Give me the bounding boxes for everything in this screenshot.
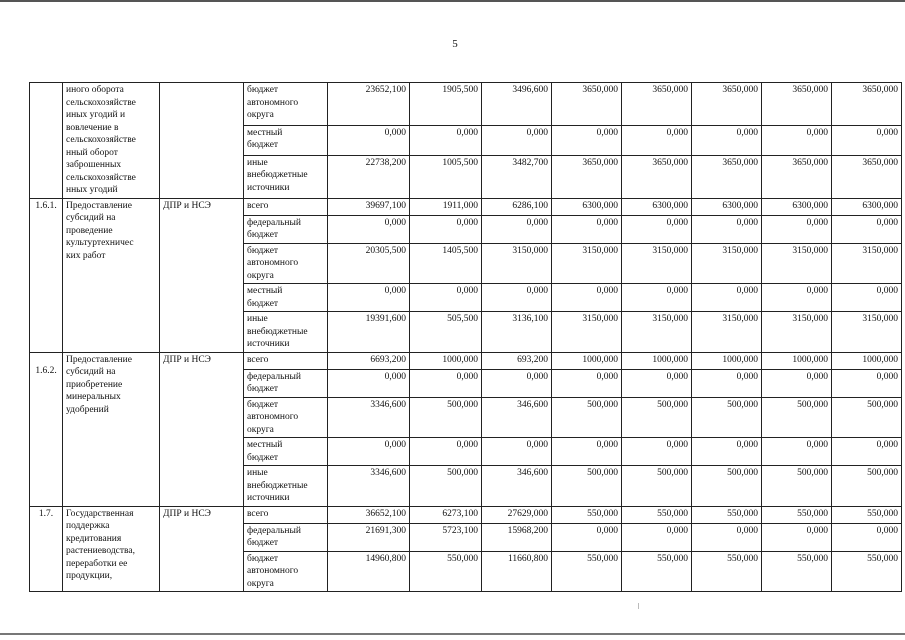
year-amount-cell: 3150,000 [692,312,762,353]
year-amount-cell: 0,000 [552,284,622,312]
year-amount-cell: 1000,000 [762,352,832,369]
table-row [30,198,902,215]
funding-source-cell: бюджет автономного округа [244,551,328,592]
funding-source-cell: бюджет автономного округа [244,83,328,126]
year-amount-cell: 6300,000 [552,198,622,215]
year-amount-cell: 0,000 [692,438,762,466]
executor-cell: ДПР и НСЭ [160,506,244,592]
year-amount-cell: 3650,000 [622,83,692,126]
year-amount-cell: 0,000 [832,438,902,466]
year-amount-cell: 0,000 [692,523,762,551]
year-amount-cell: 0,000 [762,523,832,551]
year-amount-cell: 0,000 [832,284,902,312]
funding-source-cell: иные внебюджетные источники [244,312,328,353]
year-amount-cell: 500,000 [552,466,622,507]
year-amount-cell: 0,000 [410,215,482,243]
year-amount-cell: 550,000 [692,551,762,592]
total-amount-cell: 21691,300 [328,523,410,551]
total-amount-cell: 0,000 [328,438,410,466]
year-amount-cell: 0,000 [410,284,482,312]
year-amount-cell: 0,000 [622,438,692,466]
total-amount-cell: 39697,100 [328,198,410,215]
year-amount-cell: 0,000 [832,215,902,243]
total-amount-cell: 14960,800 [328,551,410,592]
year-amount-cell: 500,000 [762,397,832,438]
year-amount-cell: 1905,500 [410,83,482,126]
year-amount-cell: 0,000 [762,284,832,312]
year-amount-cell: 500,000 [692,466,762,507]
item-code-cell [30,83,63,199]
year-amount-cell: 3150,000 [552,312,622,353]
year-amount-cell: 0,000 [622,125,692,155]
year-amount-cell: 0,000 [482,284,552,312]
year-amount-cell: 0,000 [832,369,902,397]
year-amount-cell: 0,000 [762,215,832,243]
executor-cell: ДПР и НСЭ [160,352,244,506]
year-amount-cell: 3150,000 [762,312,832,353]
year-amount-cell: 0,000 [692,284,762,312]
table-row [30,352,902,369]
year-amount-cell: 3650,000 [832,83,902,126]
table-row [30,506,902,523]
activity-name-cell: Государственная поддержка кредитования растениеводства, переработки ее продукции, [63,506,160,592]
funding-source-cell: федеральный бюджет [244,369,328,397]
year-amount-cell: 6273,100 [410,506,482,523]
year-amount-cell: 3150,000 [552,243,622,284]
year-amount-cell: 6300,000 [692,198,762,215]
year-amount-cell: 0,000 [832,523,902,551]
year-amount-cell: 27629,000 [482,506,552,523]
year-amount-cell: 3150,000 [622,243,692,284]
year-amount-cell: 505,500 [410,312,482,353]
funding-source-cell: местный бюджет [244,125,328,155]
year-amount-cell: 500,000 [762,466,832,507]
year-amount-cell: 550,000 [552,551,622,592]
year-amount-cell: 0,000 [410,369,482,397]
year-amount-cell: 3496,600 [482,83,552,126]
year-amount-cell: 550,000 [832,506,902,523]
year-amount-cell: 3650,000 [692,155,762,198]
year-amount-cell: 1000,000 [832,352,902,369]
year-amount-cell: 550,000 [762,506,832,523]
year-amount-cell: 1000,000 [410,352,482,369]
year-amount-cell: 550,000 [552,506,622,523]
year-amount-cell: 3150,000 [832,312,902,353]
year-amount-cell: 0,000 [622,369,692,397]
year-amount-cell: 0,000 [552,215,622,243]
scan-bottom-edge [0,633,905,635]
funding-source-cell: федеральный бюджет [244,215,328,243]
year-amount-cell: 3650,000 [622,155,692,198]
year-amount-cell: 6300,000 [762,198,832,215]
year-amount-cell: 346,600 [482,397,552,438]
year-amount-cell: 0,000 [552,369,622,397]
year-amount-cell: 1405,500 [410,243,482,284]
year-amount-cell: 550,000 [622,551,692,592]
year-amount-cell: 0,000 [832,125,902,155]
year-amount-cell: 0,000 [410,438,482,466]
year-amount-cell: 1000,000 [622,352,692,369]
year-amount-cell: 0,000 [482,125,552,155]
executor-cell [160,83,244,199]
year-amount-cell: 3150,000 [832,243,902,284]
year-amount-cell: 3650,000 [762,83,832,126]
scan-speck [638,603,639,609]
year-amount-cell: 1000,000 [552,352,622,369]
total-amount-cell: 22738,200 [328,155,410,198]
year-amount-cell: 500,000 [410,397,482,438]
funding-source-cell: всего [244,506,328,523]
year-amount-cell: 1911,000 [410,198,482,215]
total-amount-cell: 19391,600 [328,312,410,353]
funding-source-cell: местный бюджет [244,284,328,312]
funding-source-cell: всего [244,352,328,369]
total-amount-cell: 0,000 [328,125,410,155]
program-financing-table [29,82,902,592]
funding-source-cell: бюджет автономного округа [244,397,328,438]
year-amount-cell: 550,000 [762,551,832,592]
year-amount-cell: 3150,000 [762,243,832,284]
year-amount-cell: 0,000 [552,438,622,466]
year-amount-cell: 3650,000 [692,83,762,126]
activity-name-cell: Предоставление субсидий на приобретение минеральных удобрений [63,352,160,506]
funding-source-cell: иные внебюджетные источники [244,155,328,198]
item-code-cell: 1.6.1. [30,198,63,352]
year-amount-cell: 3482,700 [482,155,552,198]
year-amount-cell: 0,000 [410,125,482,155]
year-amount-cell: 0,000 [622,215,692,243]
year-amount-cell: 0,000 [692,125,762,155]
year-amount-cell: 0,000 [692,215,762,243]
total-amount-cell: 20305,500 [328,243,410,284]
year-amount-cell: 500,000 [552,397,622,438]
year-amount-cell: 6300,000 [832,198,902,215]
year-amount-cell: 500,000 [622,466,692,507]
activity-name-cell: Предоставление субсидий на проведение культуртехничес ких работ [63,198,160,352]
year-amount-cell: 3650,000 [762,155,832,198]
year-amount-cell: 500,000 [832,466,902,507]
activity-name-cell: иного оборота сельскохозяйстве иных угодий и вовлечение в сельскохозяйстве нный оборот заброшенных сельскохозяйстве нных угодий [63,83,160,199]
year-amount-cell: 3650,000 [832,155,902,198]
year-amount-cell: 0,000 [622,284,692,312]
year-amount-cell: 346,600 [482,466,552,507]
year-amount-cell: 3150,000 [692,243,762,284]
year-amount-cell: 693,200 [482,352,552,369]
funding-source-cell: иные внебюджетные источники [244,466,328,507]
year-amount-cell: 6286,100 [482,198,552,215]
total-amount-cell: 36652,100 [328,506,410,523]
year-amount-cell: 0,000 [482,215,552,243]
page-number: 5 [452,38,458,50]
year-amount-cell: 0,000 [762,369,832,397]
funding-source-cell: всего [244,198,328,215]
funding-source-cell: бюджет автономного округа [244,243,328,284]
year-amount-cell: 550,000 [692,506,762,523]
year-amount-cell: 0,000 [552,125,622,155]
year-amount-cell: 6300,000 [622,198,692,215]
scan-top-edge [0,0,905,2]
year-amount-cell: 0,000 [482,438,552,466]
funding-source-cell: федеральный бюджет [244,523,328,551]
year-amount-cell: 550,000 [622,506,692,523]
year-amount-cell: 11660,800 [482,551,552,592]
year-amount-cell: 550,000 [832,551,902,592]
year-amount-cell: 3650,000 [552,83,622,126]
total-amount-cell: 3346,600 [328,397,410,438]
total-amount-cell: 3346,600 [328,466,410,507]
year-amount-cell: 500,000 [622,397,692,438]
total-amount-cell: 0,000 [328,284,410,312]
year-amount-cell: 550,000 [410,551,482,592]
year-amount-cell: 0,000 [692,369,762,397]
year-amount-cell: 500,000 [692,397,762,438]
total-amount-cell: 0,000 [328,369,410,397]
total-amount-cell: 0,000 [328,215,410,243]
funding-source-cell: местный бюджет [244,438,328,466]
year-amount-cell: 0,000 [762,438,832,466]
year-amount-cell: 500,000 [410,466,482,507]
year-amount-cell: 0,000 [552,523,622,551]
year-amount-cell: 500,000 [832,397,902,438]
year-amount-cell: 3136,100 [482,312,552,353]
year-amount-cell: 15968,200 [482,523,552,551]
total-amount-cell: 23652,100 [328,83,410,126]
year-amount-cell: 1000,000 [692,352,762,369]
total-amount-cell: 6693,200 [328,352,410,369]
table-row [30,83,902,126]
year-amount-cell: 3650,000 [552,155,622,198]
executor-cell: ДПР и НСЭ [160,198,244,352]
year-amount-cell: 0,000 [482,369,552,397]
year-amount-cell: 5723,100 [410,523,482,551]
year-amount-cell: 1005,500 [410,155,482,198]
year-amount-cell: 0,000 [622,523,692,551]
item-code-cell: 1.7. [30,506,63,592]
item-code-cell: 1.6.2. [30,352,63,506]
year-amount-cell: 3150,000 [622,312,692,353]
year-amount-cell: 0,000 [762,125,832,155]
table-body [30,83,902,592]
year-amount-cell: 3150,000 [482,243,552,284]
